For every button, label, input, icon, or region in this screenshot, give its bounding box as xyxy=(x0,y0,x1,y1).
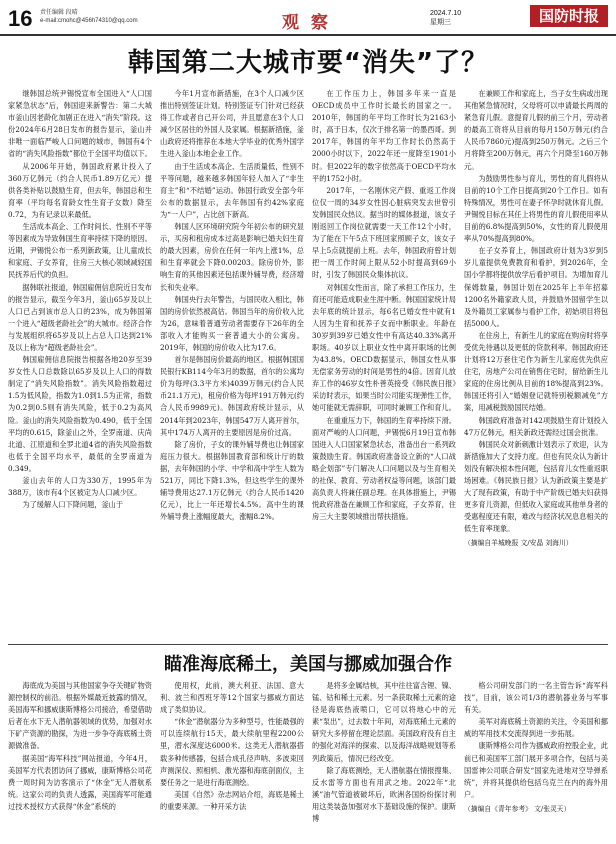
date-line: 2024.7.10 xyxy=(430,10,462,17)
paragraph: 韩国民众对新刺激计划表示了欢迎，认为新措施加大了支持力度。但也有民众认为新计划没有解决根本性问题，包括育儿女性重返职场困难。《韩民族日报》认为新政策主要是扩大了现有政策，有助于中产阶级已婚夫妇获得更多育儿资源，但低收入家庭或其他单身者的受惠程度还有限，难改与经济状况息息相关的低生育率现象。 xyxy=(464,439,608,534)
paragraph: 从2006年开始，韩国政府累计投入了360万亿韩元（约合人民币1.89万亿元）提供各类补贴以鼓励生育，但去年，韩国总和生育率（平均每名育龄女性生育子女数）降至0.72，为有记录以来最低。 xyxy=(8,161,152,219)
paragraph: 韩国人区环境研究院今年初公布的研究显示，买房和租房成本过高是影响已婚夫妇生育的最大因素，房价在任何一年内上涨1%，总和生育率就会下降0.00203。除房价外，影响生育的其他因素还包括课外辅导费，经济增长和失业率。 xyxy=(160,222,304,292)
page-header xyxy=(0,0,616,34)
page-number: 16 xyxy=(8,6,33,31)
paragraph: 在工作压力上，韩国多年来一直是OECD成员中工作时长最长的国家之一。2010年，韩国的年平均工作时长为2163小时，高于日本，仅次于排名第一的墨西哥。到2017年，韩国的年平均工作时长仍然高于2000小时以下，2022年还一度降至1901小时。但2022年的数字依然高于OECD平均水平的1752小时。 xyxy=(312,89,456,183)
editor-info xyxy=(40,9,138,25)
paragraph: 继韩国总统尹锡悦宣布全国进入“人口国家紧急状态”后，韩国迎来新警告：第二大城市釜山因老龄化加剧正在进入“消失”阶段。这份2024年6月28日发布的报告显示，釜山并非唯一面临严峻人口问题的城市，韩国有4个省的“消失风险指数”都位于全国平均值以下。 xyxy=(8,89,152,159)
article-column xyxy=(8,88,152,638)
paragraph: 为鼓励男性参与育儿，男性的育儿假将从目前的10个工作日提高到20个工作日。如有特殊情况，男性可在妻子怀孕时就休育儿假。尹锡悦目标在其任上将男性的育儿假使用率从目前的6.8%提高到50%，女性的育儿假使用率从70%提高到80%。 xyxy=(464,173,608,244)
paragraph: 是将多金属结核，其中往往富含锂、镍、锰、钴和稀土元素。另一条获取稀土元素的途径是海底热液喷口，它可以将地心中的元素“泵出”，过去数十年间，对海底稀土元素的研究大多停留在理论层面。美国政府没有自主的强化对海洋的探索、以及海洋战略规划等系列政策后，情况已经改变。 xyxy=(312,681,456,763)
article-column xyxy=(464,88,608,638)
article2-headline: 瞄准海底稀土，美国与挪威加强合作 xyxy=(164,654,452,675)
paragraph: 使用权，此前，澳大利亚、法国、意大利、波兰和西班牙等12个国家与挪威方面达成了类似协议。 xyxy=(160,681,304,715)
article-column xyxy=(8,680,152,842)
paragraph: 在兼顾工作和家庭上，当子女生病或出现其他紧急情况时，父母将可以申请最长两周的紧急育儿假。意提育儿假的前三个月，劳动者的最高工资将从目前的每月150万韩元(约合人民币7860元)提高到250万韩元。之后三个月将降至200万韩元，再六个月降至160万韩元。 xyxy=(464,89,608,171)
article2-body xyxy=(8,680,608,842)
paragraph: “休金”潜航器分为多种型号，性能最强的可以连续航行15天，最大续航里程2200公里，潜水深度达6000米。这类无人潜航器搭载多种传感器，包括合成孔径声呐、多波束回声测深仪、照相机、激光器和海底剖面仪，主要任务之一是进行海底测绘。 xyxy=(160,717,304,787)
paragraph: 据美国“海军科技”网站报道，今年4月，美国军方代表团访问了挪威，康斯博格公司花费一周时间为访客演示了“休金”无人潜航系统。这家公司的负责人透露，美国海军可能通过技术授权方式获得“休金”系统的 xyxy=(8,753,152,811)
article-divider xyxy=(8,644,608,645)
article1-headline: 韩国第二大城市要“消失”了？ xyxy=(127,48,489,78)
paragraph: 釜山去年的人口为330万，1995年为388万，该市有4个区被定为人口减少区。 xyxy=(8,476,152,498)
article-credit: （摘编自羊城晚报 文/安晶 刘海川） xyxy=(464,539,573,548)
email-line: e-mail:cmohc@456h74310@qq.com xyxy=(40,18,138,24)
article1-body xyxy=(8,88,608,638)
article-column xyxy=(312,88,456,638)
paragraph: 今年1月宣布新措施，在3个人口减少区推出特别签证计划。特别签证专门针对已经获得工作或者自己开公司，并且愿意在3个人口减少区居住的外国人及家属。根据新措施，釜山政府还将推荐在本地大学毕业的优秀外国学生进入釜山本地企业工作。 xyxy=(160,89,304,159)
issue-date xyxy=(430,9,461,27)
article-column xyxy=(160,88,304,638)
paragraph: 2017年，一名刚休完产假、重返工作岗位仅一周的34岁女性因心脏病突发去世曾引发韩国民众热议。据当时的媒体报道，该女子刚返回工作岗位就需要一天工作12个小时，为了能在下午5点下班回家照顾子女，该女子早上5点就提前上班。去年，韩国政府曾计划把一周工作时间上限从52小时提高到69小时，引发了韩国民众集体抗议。 xyxy=(312,185,456,280)
article-column xyxy=(464,680,608,842)
paragraph: 除了海底测绘，无人潜航器在情报搜集、反水雷等方面也有用武之地。2022年“北溪”油气管道被破坏后，欧洲各国纷纷探讨利用这类装备加强对水下基础设施的保护。康斯博 xyxy=(312,765,456,824)
paragraph: 海底成为美国与其他国家争夺关键矿物资源控制权的前沿。根据外媒最近披露的情况，美国海军和挪威康斯博格公司接洽，希望借助后者在水下无人潜航器领域的优势，加强对水下矿产资源的勘探，为进一步争夺海底稀土资源做准备。 xyxy=(8,681,152,751)
paragraph: 美国《自然》杂志网站介绍，海底是稀土的重要来源。一种开采方法 xyxy=(160,789,304,811)
paragraph: 康斯博格公司作为挪威政府控股企业，此前已和美国军工部门展开多项合作，包括与美国雷神公司联合研发“国家先进地对空导弹系统”，并将其提供给包括乌克兰在内的海外用户。 xyxy=(464,741,608,799)
paragraph: 除了房价，子女的课外辅导费也让韩国家庭压力很大。根据韩国教育部和统计厅的数据，去年韩国的小学、中学和高中学生人数为521万，同比下降1.3%，但这些学生的课外辅导费用达27.1万亿韩元（约合人民币1420亿元），比上一年还增长4.5%。高中生的课外辅导费上涨幅度最大，涨幅8.2%。 xyxy=(160,439,304,522)
paragraph: 美军对海底稀土资源的关注，令美国和挪威的军用技术交流得到进一步拓展。 xyxy=(464,717,608,739)
paragraph: 在重重压力下，韩国的生育率持续下滑。面对严峻的人口问题，尹锡悦6月19日宣布韩国进入人口国家紧急状态，准备出台一系列政策鼓励生育。韩国政府准备设立新的“人口战略企划部”专门解决人口问题以及与生育相关的社保、教育、劳动者权益等问题，该部门最高负责人将兼任副总理。在具体措施上，尹锡悦政府准备在兼顾工作和家庭，子女养育，住房三大主要领域推出帮扶措施。 xyxy=(312,415,456,522)
newspaper-logo: 国防时报 xyxy=(530,5,608,27)
paragraph: 为了缓解人口下降问题，釜山于 xyxy=(22,500,124,510)
article-credit: （摘编自《青年参考》 文/张灵天） xyxy=(464,804,571,813)
editor-line: 责任编辑 段晴 xyxy=(40,10,78,16)
paragraph: 在住房上，有新生儿的家庭在购房时将享受优先待遇以及更低的贷款利率。韩国政府还计划将12万套住宅作为新生儿家庭优先供应住宅，房地产公司在销售住宅时，留给新生儿家庭的住房比例从目前的18%提高到23%。韩国还将引入“婚姻登记就特别税额减免”方案，用减税鼓励国民结婚。 xyxy=(464,330,608,413)
section-title: 观 察 xyxy=(282,13,331,33)
paragraph: 韩国央行去年警告，与国民收入相比，韩国的房价依然被高估。韩国当年的房价收入比为26，意味着普通劳动者需要存下26年的全部收入才能购买一套普通大小的公寓房。2019年，韩国的房价收入比为17.6。 xyxy=(160,294,304,352)
paragraph: 对韩国女性而言，除了承担工作压力，生育还可能造成职业生涯中断。韩国国家统计局去年底的统计显示，每6名已婚女性中就有1人因为生育和抚养子女而中断职业。年龄在30岁到39岁已婚女性中有高达40.33%离开职场。40岁以上职业女性中离开职场的比例为43.8%。OECD数据显示，韩国女性从事无偿家务劳动的时间是男性的4倍。因育儿放弃工作的46岁女性朴善英接受《韩民族日报》采访时表示，如果当时公司能实现弹性工作，她可能就无需辞职，可同时兼顾工作和育儿。 xyxy=(312,282,456,413)
article-column xyxy=(312,680,456,842)
paragraph: 由于生活成本高企、生活质量低，性别不平等问题，越来越多韩国年轻人加入了“非生育主”和“不结婚”运动。韩国行政安全部今年公布的数据显示，去年韩国有约42%家庭为“一人户”，占比创下新高。 xyxy=(160,161,304,219)
paragraph: 格公司研发部门的一名主管告诉“海军科技”，目前，该公司1/3的潜航器业务与军事有关。 xyxy=(464,681,608,715)
paragraph: 据韩联社报道，韩国雇佣信息院近日发布的报告显示，截至今年3月，釜山65岁及以上人口已占到该市总人口的23%，成为韩国第一个进入“超级老龄社会”的大城市。经济合作与发展组织将65岁及以上占总人口达到21%及以上称为“超级老龄社会”。 xyxy=(8,282,152,352)
paragraph: 韩国雇佣信息院报告根据各地20岁至39岁女性人口总数除以65岁及以上人口的得数制定了“消失风险指数”。消失风险指数超过1.5为低风险，指数为1.0到1.5为正常，指数为0.2到0.5则有消失风险，低于0.2为高风险。釜山的消失风险指数为0.490，低于全国平均的0.615，除釜山之外，全罗南道、庆尚北道、江原道和全罗北道4省的消失风险指数也低于全国平均水平，最低的全罗南道为0.349。 xyxy=(8,355,152,473)
article-column xyxy=(160,680,304,842)
paragraph: 韩国政府准备对142项鼓励生育计划投入47万亿韩元，相关新政还需经过国会批准。 xyxy=(464,415,608,437)
paragraph: 生活成本高企、工作时间长、性别不平等等因素成为导致韩国生育率持续下降的原因。近期，尹锡悦公布一系列新政策，让儿童成长和家庭、子女养育，住房三大核心领域减轻国民抚养后代的负担。 xyxy=(8,222,152,280)
paragraph: 首尔是韩国房价最高的地区。根据韩国国民银行KB114今年3月的数据，首尔的公寓均价为每坪(3.3平方米)4039万韩元(约合人民币21.1万元)，租房价格为每坪191万韩元(约合人民币9989元)。韩国政府统计显示，从2014年到2023年，韩国547万人离开首尔，其中174万人离开的主要原因是房价过高。 xyxy=(160,355,304,437)
weekday-line: 星期三 xyxy=(430,19,451,26)
header-rule xyxy=(0,34,616,36)
paragraph: 在子女养育上，韩国政府计划为3岁到5岁儿童提供免费教育和看护，到2026年，全国小学都将提供放学后看护项目。为增加育儿保姆数量，韩国计划在2025年上半年招募1200名外籍家政人员，并鼓励外国留学生以及外籍员工家属参与看护工作，初始项目将包括5000人。 xyxy=(464,246,608,328)
